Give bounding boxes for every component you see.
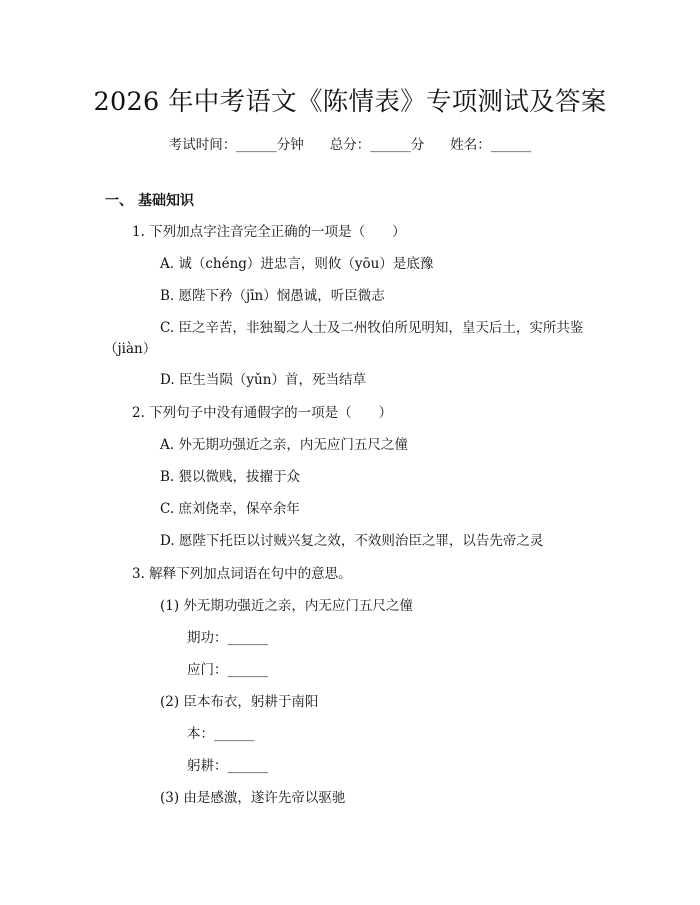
total-score-field: 总分：______分 — [329, 137, 425, 153]
question-3-sub-2-blank-a: 本：______ — [187, 726, 255, 742]
section-title: 基础知识 — [138, 193, 194, 209]
question-3-sub-3: (3) 由是感激，遂许先帝以驱驰 — [160, 790, 346, 806]
question-1-stem: 1. 下列加点字注音完全正确的一项是（ ） — [132, 224, 406, 240]
question-3-sub-1: (1) 外无期功强近之亲，内无应门五尺之僮 — [160, 598, 413, 614]
question-3-sub-1-blank-a: 期功：______ — [187, 630, 268, 646]
question-2-stem: 2. 下列句子中没有通假字的一项是（ ） — [132, 405, 393, 421]
question-2-option-c: C. 庶刘侥幸，保卒余年 — [160, 501, 300, 517]
exam-meta-line — [0, 133, 700, 153]
question-2-option-a: A. 外无期功强近之亲，内无应门五尺之僮 — [160, 437, 408, 453]
question-3-stem: 3. 解释下列加点词语在句中的意思。 — [132, 566, 352, 582]
page-title: 2026 年中考语文《陈情表》专项测试及答案 — [93, 87, 607, 117]
section-number: 一、 — [105, 193, 133, 209]
question-1-option-d: D. 臣生当陨（yǔn）首，死当结草 — [160, 372, 366, 388]
section-heading-basics — [105, 190, 194, 210]
question-3-sub-2: (2) 臣本布衣，躬耕于南阳 — [160, 694, 319, 710]
question-2-option-b: B. 猥以微贱，拔擢于众 — [160, 469, 301, 485]
question-1-option-c: C. 臣之辛苦，非独蜀之人士及二州牧伯所见明知，皇天后土，实所共鉴 — [160, 320, 584, 336]
question-3-sub-2-blank-b: 躬耕：______ — [187, 758, 268, 774]
question-1-option-c-continued: （jiàn） — [104, 341, 157, 357]
name-field: 姓名：______ — [450, 137, 532, 153]
question-2-option-d: D. 愿陛下托臣以讨贼兴复之效，不效则治臣之罪，以告先帝之灵 — [160, 533, 544, 549]
exam-time-field: 考试时间：______分钟 — [168, 137, 304, 153]
question-1-option-b: B. 愿陛下矜（jīn）悯愚诚，听臣微志 — [160, 288, 385, 304]
question-1-option-a: A. 诚（chéng）进忠言，则攸（yōu）是底豫 — [160, 256, 434, 272]
question-3-sub-1-blank-b: 应门：______ — [187, 662, 268, 678]
